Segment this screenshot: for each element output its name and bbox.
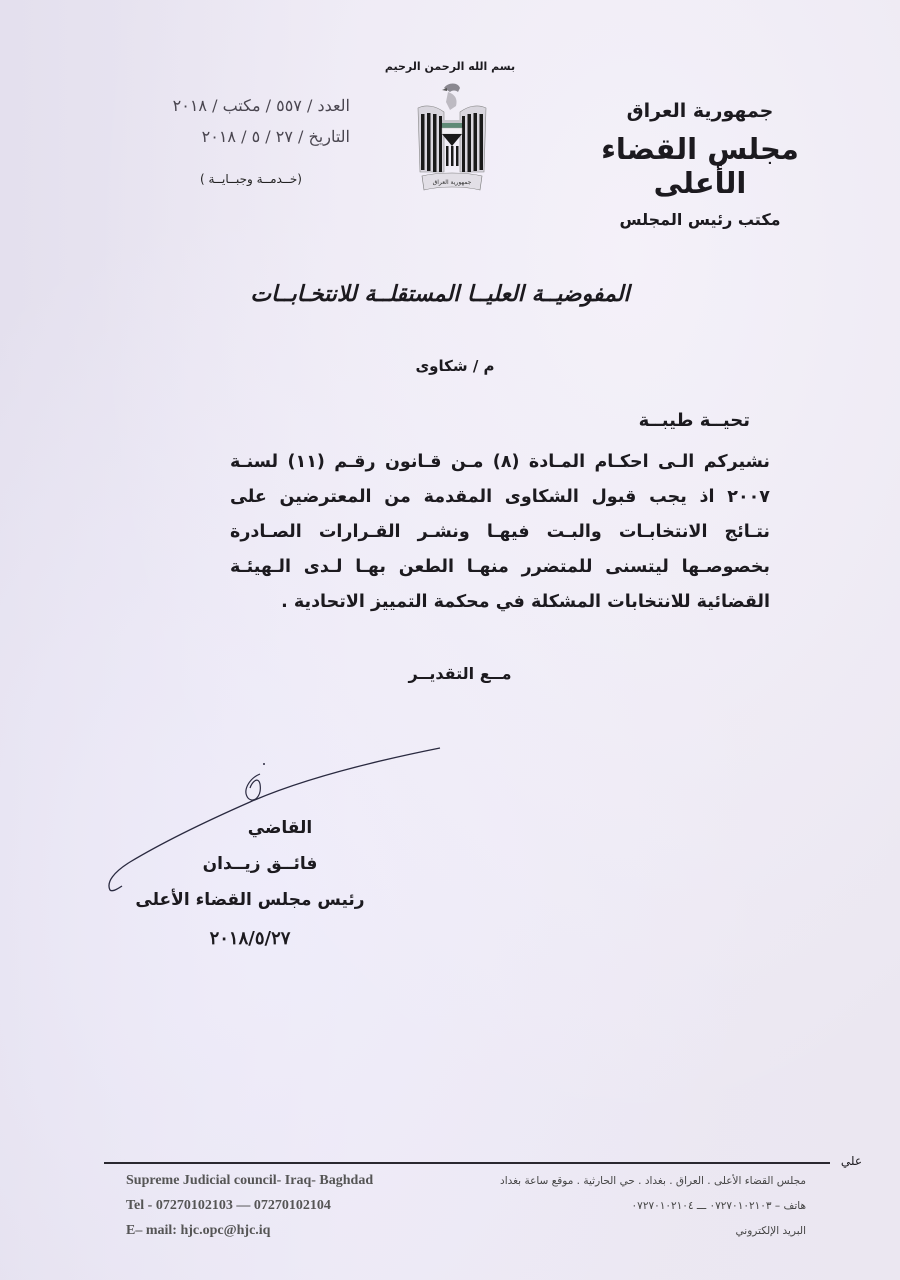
signature-block [120, 818, 380, 949]
service-note: (خــدمــة وجبــايــة ) [200, 172, 302, 186]
closing-regards: مــع التقديــر [408, 664, 512, 683]
footer-contact-arabic [426, 1172, 806, 1247]
signatory-position: رئيس مجلس القضاء الأعلى [135, 890, 365, 910]
footer-address-en: Supreme Judicial council- Iraq- Baghdad [126, 1173, 374, 1188]
footer-phone-en: Tel - 07270102103 — 07270102104 [126, 1198, 331, 1213]
basmala: بسم الله الرحمن الرحيم [384, 60, 516, 73]
body-line: نتـائج الانتخابـات والبـت فيهـا ونشـر القـرارات الصـادرة [230, 522, 770, 542]
signatory-name: فائــق زيــدان [202, 854, 318, 874]
body-line: ٢٠٠٧ اذ يجب قبول الشكاوى المقدمة من المعترضين على [230, 487, 770, 507]
greeting: تحيــة طيبــة [638, 410, 750, 431]
footer-contact-english [126, 1170, 373, 1245]
signature-date: ٢٠١٨/٥/٢٧ [209, 928, 291, 949]
footer-corner-note: علي [840, 1154, 862, 1168]
body-line: بخصوصـها ليتسنى للمتضرر منهـا الطعن بهـا لـدى الـهيئـة [230, 557, 770, 577]
office-name: مكتب رئيس المجلس [619, 210, 781, 229]
iraq-eagle-emblem-icon [414, 80, 490, 198]
emblem-caption: جمهورية العراق [432, 179, 472, 186]
body-line: نشيركم الـى احكـام المـادة (٨) مـن قـانون رقـم (١١) لسنـة [230, 452, 771, 472]
letter-date: التاريخ / ٢٧ / ٥ / ٢٠١٨ [201, 127, 350, 146]
signatory-title: القاضي [247, 818, 313, 838]
letter-reference-block [110, 96, 350, 186]
country-name: جمهورية العراق [626, 100, 774, 122]
footer-address-ar: مجلس القضاء الأعلى . العراق . بغداد . حي الحارثية . موقع ساعة بغداد [500, 1175, 806, 1187]
reference-number: العدد / ٥٥٧ / مكتب / ٢٠١٨ [172, 96, 350, 115]
body-line: القضائية للانتخابات المشكلة في محكمة التمييز الاتحادية . [281, 592, 770, 612]
footer-email-label-ar: البريد الإلكتروني [735, 1225, 806, 1237]
addressee: المفوضيــة العليــا المستقلــة للانتخـابــات [250, 282, 630, 307]
letter-body [230, 445, 770, 620]
council-name: مجلس القضاء الأعلى [601, 132, 799, 200]
footer-divider [104, 1162, 830, 1164]
subject-line: م / شكاوى [415, 357, 495, 375]
footer-phone-ar: هاتف – ٠٧٢٧٠١٠٢١٠٣ ـــ ٠٧٢٧٠١٠٢١٠٤ [631, 1200, 806, 1212]
footer-email-en[interactable]: E– mail: hjc.opc@hjc.iq [126, 1223, 271, 1238]
letterhead-institution [570, 100, 830, 229]
